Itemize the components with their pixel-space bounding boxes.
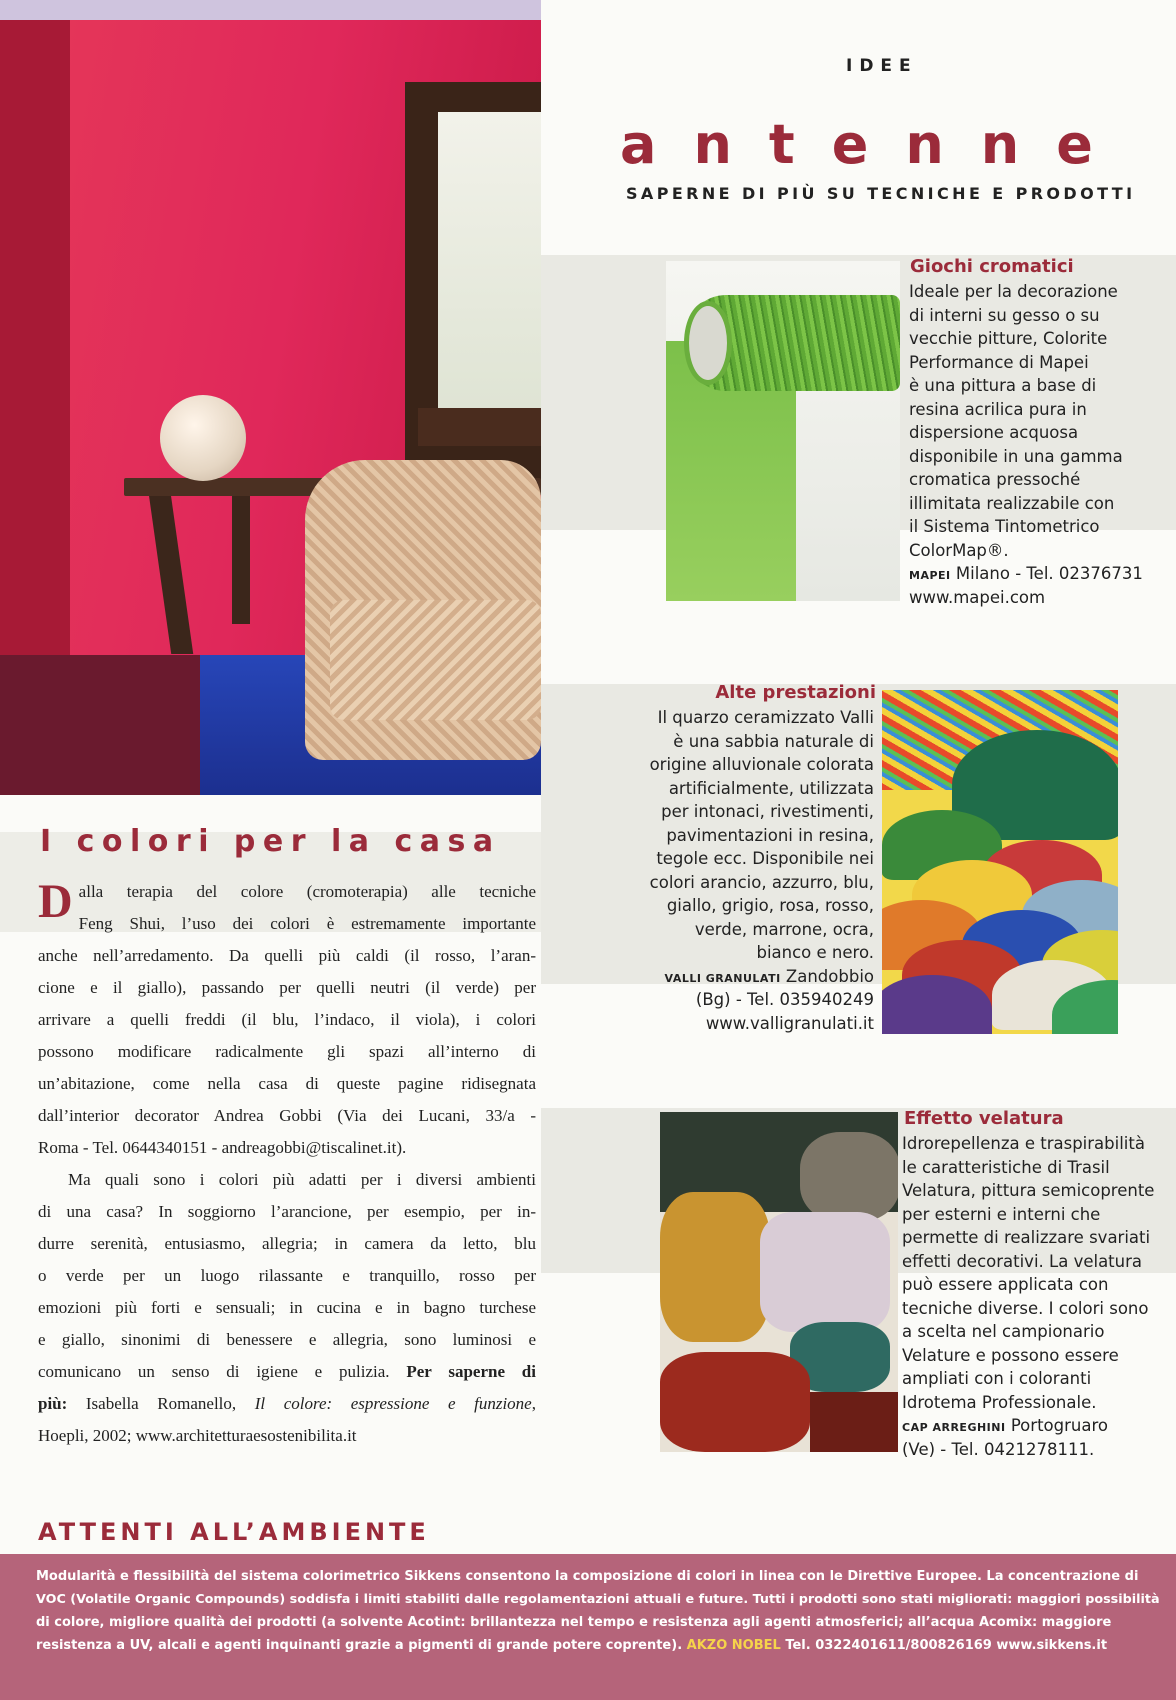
article-body xyxy=(38,876,536,1452)
product-description: Il quarzo ceramizzato Valli è una sabbia naturale di origine alluvionale colorata artificialmente, utilizzata per intonaci, rivestimenti, pavimentazioni in resina, tegole ecc. Disponibile nei colori arancio, azzurro, blu, giallo, grigio, rosa, rosso, verde, marrone, ocra, bianco e nero. VALLI GRANULATI Zandobbio (Bg) - Tel. 035940249 www.valligranulati.it xyxy=(620,706,874,1035)
brand-name: VALLI GRANULATI xyxy=(664,971,781,985)
page-subtitle: SAPERNE DI PIÙ SU TECNICHE E PRODOTTI xyxy=(626,184,1136,203)
article-paragraph: Ma quali sono i colori più adatti per i diversi ambienti di una casa? In soggiorno l’arancione, per esempio, per in- durre serenità, entusiasmo, allegria; in camera da letto, blu o verde per un luogo rilassante e tranquillo, rosso per emozioni più forti e sensuali; in cucina e in bagno turchese e giallo, sinonimi di benessere e allegria, sono luminosi e comunicano un senso di igiene e pulizia. Per saperne di più: Isabella Romanello, Il colore: espressione e funzione, Hoepli, 2002; www.architetturaesostenibilita.it xyxy=(38,1164,536,1452)
product-title: Alte prestazioni xyxy=(715,682,876,703)
product-image-quartz-sand xyxy=(882,690,1118,1034)
section-label: IDEE xyxy=(846,56,918,76)
article-paragraph: D alla terapia del colore (cromoterapia) alle tecniche Feng Shui, l’uso dei colori è estremamente importante anche nell’arredamento. Da quelli più caldi (il rosso, l’aran- cione e il giallo), passando per quelli neutri (il verde) per arrivare a quelli freddi (il blu, l’indaco, il viola), i colori possono modificare radicalmente gli spazi all’interno di un’abitazione, come nella casa di queste pagine ridisegnata dall’interior decorator Andrea Gobbi (Via dei Lucani, 33/a - Roma - Tel. 0644340151 - andreagobbi@tiscalinet.it). xyxy=(38,875,536,1157)
product-title: Giochi cromatici xyxy=(910,256,1074,277)
drop-cap: D xyxy=(38,875,73,928)
brand-name: AKZO NOBEL xyxy=(686,1638,781,1653)
product-website: www.mapei.com xyxy=(909,587,1046,607)
product-image-paint-roller xyxy=(666,261,900,601)
product-website: www.valligranulati.it xyxy=(705,1013,874,1033)
product-image-pigments xyxy=(660,1112,898,1452)
vase xyxy=(160,395,246,481)
article-title: I colori per la casa xyxy=(40,824,501,859)
footer-title: ATTENTI ALL’AMBIENTE xyxy=(38,1518,430,1546)
product-description: Ideale per la decorazione di interni su gesso o su vecchie pitture, Colorite Performance di Mapei è una pittura a base di resina acrilica pura in dispersione acquosa disponibile in una gamma cromatica pressoché illimitata realizzabile con il Sistema Tintometrico ColorMap®. MAPEI Milano - Tel. 02376731 www.mapei.com xyxy=(909,280,1143,609)
product-description: Idrorepellenza e traspirabilità le caratteristiche di Trasil Velatura, pittura semicoprente per esterni e interni che permette di realizzare svariati effetti decorativi. La velatura può essere applicata con tecniche diverse. I colori sono a scelta nel campionario Velature e possono essere ampliati con i coloranti Idrotema Professionale. CAP ARREGHINI Portogruaro (Ve) - Tel. 0421278111. xyxy=(902,1134,1155,1459)
footer-text: Modularità e flessibilità del sistema colorimetrico Sikkens consentono la composizione di colori in linea con le Direttive Europee. La concentrazione di VOC (Volatile Organic Compounds) soddisfa i limiti stabiliti dalle regolamentazioni attuali e future. Tutti i prodotti sono stati migliorati: maggiori possibilità di colore, migliore qualità dei prodotti (a solvente Acotint: brillantezza nel tempo e resistenza agli agenti atmosferici; all’acqua Acomix: maggiore resistenza a UV, alcali e agenti inquinanti grazie a pigmenti di grande potere coprente). AKZO NOBEL Tel. 0322401611/800826169 www.sikkens.it xyxy=(36,1569,1160,1653)
product-title: Effetto velatura xyxy=(904,1108,1064,1129)
reference-link: Hoepli, 2002; www.architetturaesostenibilita.it xyxy=(38,1426,357,1445)
brand-name: CAP ARREGHINI xyxy=(902,1421,1006,1434)
hero-photo xyxy=(0,0,541,795)
page-title: antenne xyxy=(620,113,1130,176)
brand-name: MAPEI xyxy=(909,569,951,582)
